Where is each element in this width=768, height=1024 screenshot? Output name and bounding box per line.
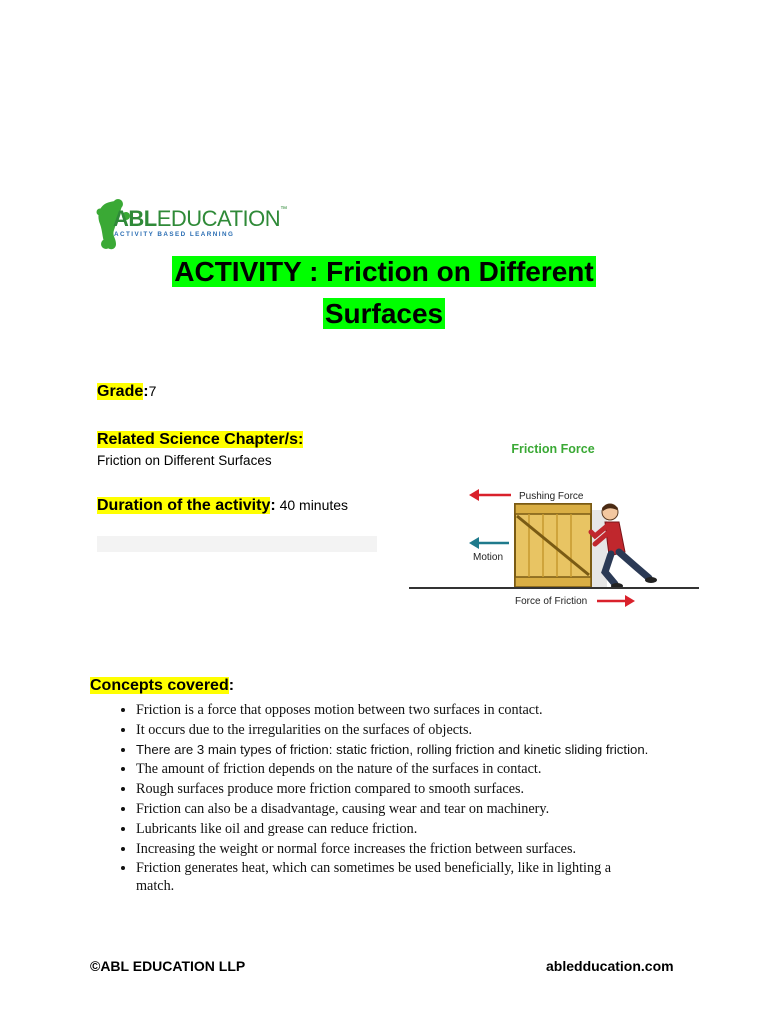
crate-icon [515,504,591,587]
duration-label: Duration of the activity [97,497,271,514]
empty-field-bar [97,536,377,552]
grade-colon: : [143,383,149,400]
title-text-1: ACTIVITY : Friction on Different [174,256,594,287]
list-item: • Friction generates heat, which can sometimes be used beneficially, like in lighting a match. [136,859,646,895]
chapter-colon: : [297,431,304,448]
concepts-colon: : [228,677,235,694]
motion-arrow [469,537,509,549]
logo-wordmark [113,206,287,232]
list-item: • It occurs due to the irregularities on the surfaces of objects. [136,721,736,739]
grade-line [97,383,156,401]
list-item: • Friction can also be a disadvantage, causing wear and tear on machinery. [136,800,736,818]
logo-tagline: ACTIVITY BASED LEARNING [114,231,235,238]
list-item: • Lubricants like oil and grease can reduce friction. [136,820,736,838]
duration-colon: : [270,497,276,514]
page-title-line-1 [0,255,768,289]
chapter-value: Friction on Different Surfaces [97,453,272,468]
list-item: • There are 3 main types of friction: static friction, rolling friction and kinetic sliding friction. [136,741,736,759]
grade-label: Grade [97,383,144,400]
logo-brand-bold: ABL [113,206,157,231]
title-text-2: Surfaces [324,298,444,329]
footer-website-link[interactable]: abledducation.com [546,958,674,974]
friction-diagram [405,432,705,616]
list-item: • Rough surfaces produce more friction compared to smooth surfaces. [136,780,736,798]
concepts-list [110,701,736,897]
list-item: • The amount of friction depends on the nature of the surfaces in contact. [136,760,736,778]
page-title-line-2 [0,297,768,331]
duration-line [97,497,348,515]
footer-copyright: ©ABL EDUCATION LLP [90,958,246,974]
chapter-heading [97,431,303,449]
list-item: • Friction is a force that opposes motion between two surfaces in contact. [136,701,736,719]
duration-value: 40 minutes [275,497,349,513]
concepts-label: Concepts covered [90,677,229,694]
logo-trademark: ™ [280,206,288,213]
chapter-label: Related Science Chapter/s [97,431,298,448]
pushing-force-arrow [469,489,511,501]
diagram-title: Friction Force [511,442,595,456]
friction-force-label: Force of Friction [515,596,588,607]
pushing-force-label: Pushing Force [519,491,584,502]
grade-value: 7 [148,383,157,399]
motion-label: Motion [473,552,504,563]
list-item: • Increasing the weight or normal force increases the friction between surfaces. [136,840,736,858]
friction-force-arrow [597,595,635,607]
concepts-heading [90,677,234,695]
logo-brand-light: EDUCATION [156,206,281,231]
